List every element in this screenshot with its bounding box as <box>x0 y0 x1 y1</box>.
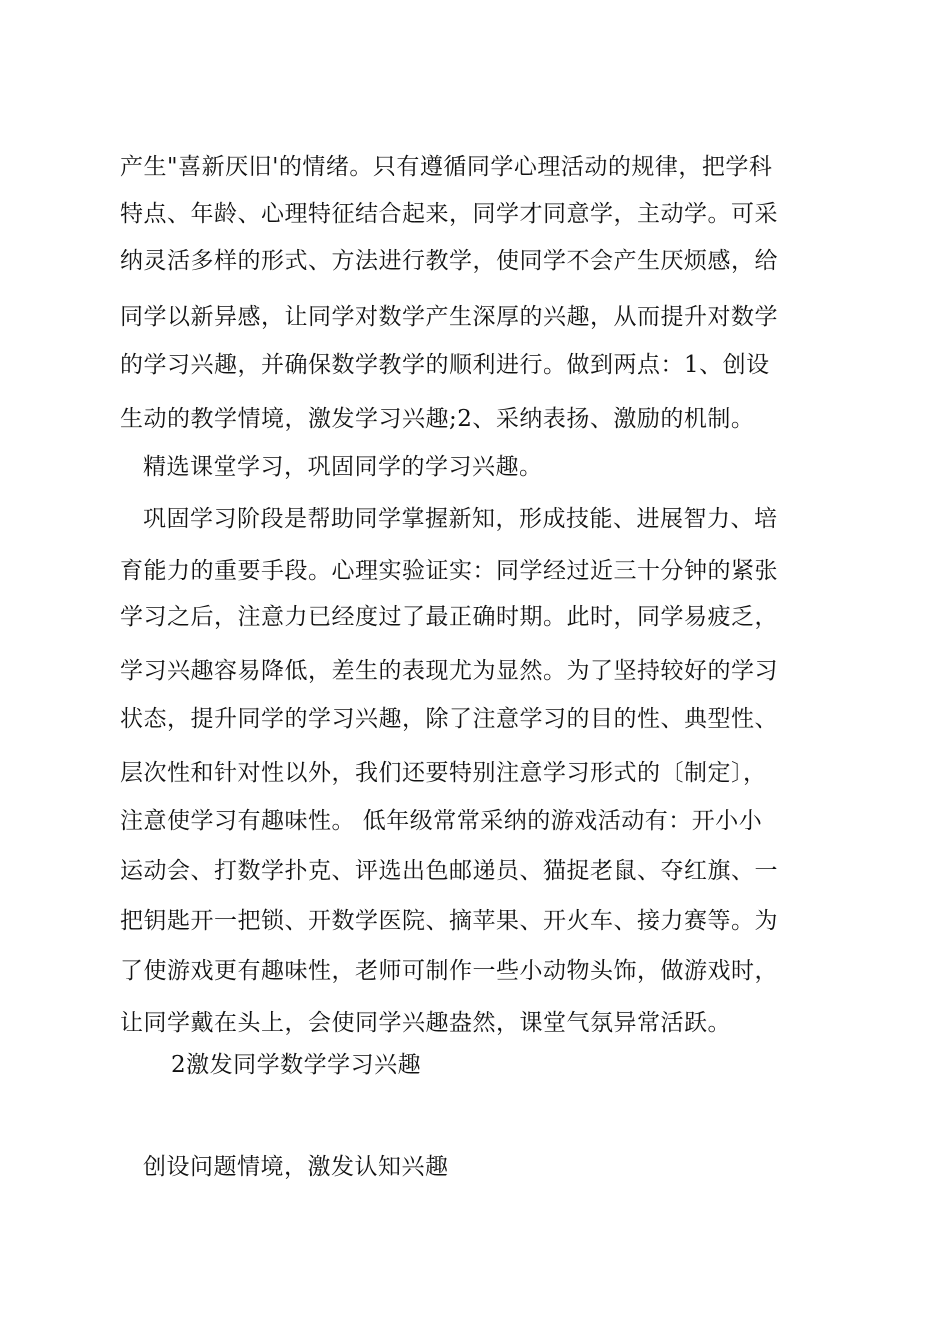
text-line: 同学以新异感，让同学对数学产生深厚的兴趣，从而提升对数学 <box>120 304 778 330</box>
text-line: 运动会、打数学扑克、评选出色邮递员、猫捉老鼠、夺红旗、一 <box>120 858 778 884</box>
text-line: 状态，提升同学的学习兴趣，除了注意学习的目的性、典型性、 <box>120 706 778 732</box>
text-line: 了使游戏更有趣味性，老师可制作一些小动物头饰，做游戏时， <box>120 958 778 984</box>
section-heading: 2激发同学数学学习兴趣 <box>171 1052 422 1078</box>
text-line: 产生"喜新厌旧'的情绪。只有遵循同学心理活动的规律，把学科 <box>120 154 773 180</box>
text-line: 注意使学习有趣味性。 低年级常常采纳的游戏活动有：开小小 <box>120 808 763 834</box>
text-line: 让同学戴在头上，会使同学兴趣盎然，课堂气氛异常活跃。 <box>120 1010 731 1036</box>
text-line: 层次性和针对性以外，我们还要特别注意学习形式的〔制定〕， <box>120 760 767 786</box>
text-line: 巩固学习阶段是帮助同学掌握新知，形成技能、进展智力、培 <box>143 506 778 532</box>
text-line: 纳灵活多样的形式、方法进行教学，使同学不会产生厌烦感，给 <box>120 248 778 274</box>
text-line: 生动的教学情境，激发学习兴趣;2、采纳表扬、激励的机制。 <box>120 406 755 432</box>
text-line: 的学习兴趣，并确保数学教学的顺利进行。做到两点：1、创设 <box>120 352 770 378</box>
text-line: 学习兴趣容易降低，差生的表现尤为显然。为了坚持较好的学习 <box>120 658 778 684</box>
section-heading: 创设问题情境，激发认知兴趣 <box>143 1154 449 1180</box>
text-line: 特点、年龄、心理特征结合起来，同学才同意学，主动学。可采 <box>120 201 778 227</box>
text-line: 育能力的重要手段。心理实验证实：同学经过近三十分钟的紧张 <box>120 558 778 584</box>
text-line: 学习之后，注意力已经度过了最正确时期。此时，同学易疲乏， <box>120 604 778 630</box>
section-heading: 精选课堂学习，巩固同学的学习兴趣。 <box>143 454 543 480</box>
text-line: 把钥匙开一把锁、开数学医院、摘苹果、开火车、接力赛等。为 <box>120 908 778 934</box>
